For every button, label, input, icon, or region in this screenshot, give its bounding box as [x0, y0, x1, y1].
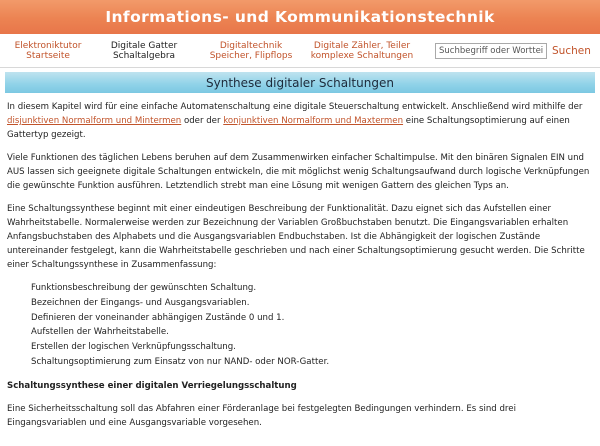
paragraph-functions: Viele Funktionen des täglichen Lebens beruhen auf dem Zusammenwirken einfacher Schaltimpulse. Mit den binären Signalen EIN und AUS lassen sich geeignete digitale Schaltungen entwickeln, die mit möglichst wenig Schaltungsaufwand durch logische Verknüpfungen die gewünschte Funktion ausführen. Letztendlich strebt man eine Lösung mit wenigen Gattern des gleichen Typs an.: [7, 153, 590, 191]
nav-item-digitaltechnik[interactable]: [205, 41, 297, 61]
list-item: Erstellen der logischen Verknüpfungsschaltung.: [31, 342, 236, 353]
nav-item-label: Elektroniktutor: [14, 41, 82, 51]
list-item: Bezeichnen der Eingangs- und Ausgangsvariablen.: [31, 297, 250, 308]
page-title: Synthese digitaler Schaltungen: [206, 75, 394, 90]
link-konjunktive-normalform[interactable]: konjunktiven Normalform und Maxtermen: [223, 116, 404, 126]
list-item: Schaltungsoptimierung zum Einsatz von nur NAND- oder NOR-Gatter.: [31, 356, 330, 367]
nav-item-sublabel: Speicher, Flipflops: [209, 51, 293, 61]
text-fragment: In diesem Kapitel wird für eine einfache Automatenschaltung eine digitale Steuerschaltung entwickelt. Anschließend wird mithilfe der: [7, 102, 583, 112]
search-button[interactable]: Suchen: [551, 42, 591, 60]
link-disjunktive-normalform[interactable]: disjunktiven Normalform und Mintermen: [7, 116, 182, 126]
site-banner: [0, 0, 600, 34]
list-item: Funktionsbeschreibung der gewünschten Schaltung.: [31, 283, 257, 293]
nav-item-digitale-zaehler[interactable]: [307, 41, 417, 61]
list-item: Aufstellen der Wahrheitstabelle.: [31, 327, 169, 338]
nav-item-sublabel: Startseite: [26, 51, 70, 61]
nav-item-startseite[interactable]: [6, 41, 90, 61]
paragraph-synthesis: Eine Schaltungssynthese beginnt mit einer eindeutigen Beschreibung der Funktionalität. Dazu eignet sich das Aufstellen einer Wahrheitstabelle. Normalerweise werden zur Bezeichnung der Variablen Großbuchstaben benutzt. Die Eingangsvariablen erhalten Anfangsbuchstaben des Alphabets und die Ausgangsvariablen Endbuchstaben. Ist die Abhängigkeit der logischen Zustände untereinander festgelegt, kann die Wahrheitstabelle geschrieben und nach einer Schaltungsoptimierung gesucht werden. Die Schritte einer Schaltungssynthese in Zusammenfassung:: [7, 204, 585, 270]
nav-item-sublabel: komplexe Schaltungen: [310, 51, 414, 61]
page-title-bar: [5, 72, 595, 93]
paragraph-safety-circuit: Eine Sicherheitsschaltung soll das Abfahren einer Förderanlage bei festgelegten Bedingungen verhindern. Es sind drei Eingangsvariablen und eine Ausgangsvariable vorgesehen.: [7, 403, 516, 428]
article-content: [7, 100, 593, 439]
synthesis-steps-list: [31, 281, 593, 370]
list-item: Definieren der voneinander abhängigen Zustände 0 und 1.: [31, 312, 285, 323]
text-fragment: oder der: [181, 116, 224, 126]
nav-item-label: Digitaltechnik: [219, 41, 283, 51]
text-fragment: eine Schaltungsoptimierung auf einen Gattertyp gezeigt.: [7, 116, 570, 140]
nav-item-label: Digitale Zähler, Teiler: [313, 41, 411, 51]
search-input[interactable]: [435, 43, 547, 59]
nav-item-label: Digitale Gatter: [110, 41, 178, 51]
section-heading: Schaltungssynthese einer digitalen Verriegelungsschaltung: [7, 380, 297, 391]
site-title: Informations- und Kommunikationstechnik: [105, 8, 495, 26]
nav-item-digitale-gatter[interactable]: [104, 41, 184, 61]
nav-item-sublabel: Schaltalgebra: [112, 51, 176, 61]
intro-paragraph: [7, 100, 593, 142]
